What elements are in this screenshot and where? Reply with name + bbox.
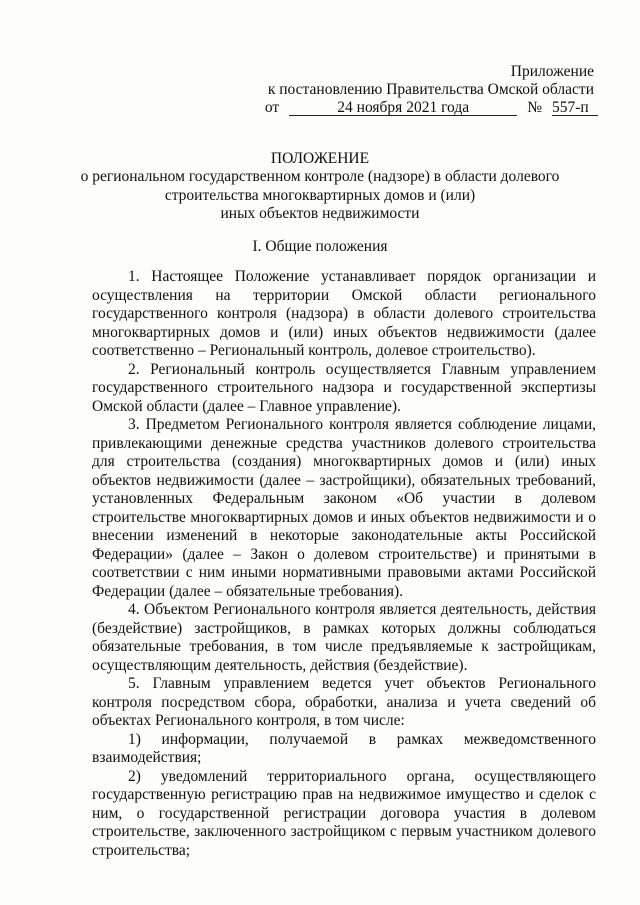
appendix-reference: к постановлению Правительства Омской области: [267, 81, 594, 98]
title-line-4: иных объектов недвижимости: [220, 204, 420, 222]
appendix-date-number: [265, 99, 598, 117]
document-body: [92, 268, 596, 860]
number-label: №: [527, 99, 542, 116]
paragraph-5: 5. Главным управлением ведется учет объектов Регионального контроля посредством сбора, обработки, анализа и учета сведений об объектах Регионального контроля, в том числе:: [92, 675, 596, 729]
title-line-2: о региональном государственном контроле (надзоре) в области долевого: [80, 168, 560, 186]
from-label: от: [264, 99, 280, 116]
decree-date: 24 ноября 2021 года: [289, 100, 517, 116]
list-item-2: 2) уведомлений территориального органа, осуществляющего государственную регистрацию прав на недвижимое имущество и сделок с ним, о государственной регистрации договора участия в долевом строительстве, заключенного застройщиком с первым участником долевого строительства;: [92, 767, 596, 859]
appendix-label: Приложение: [510, 63, 594, 80]
list-item-1: 1) информации, получаемой в рамках межведомственного взаимодействия;: [92, 730, 596, 766]
document-title: [0, 150, 640, 223]
paragraph-4: 4. Объектом Регионального контроля является деятельность, действия (бездействие) застройщиков, в рамках которых должны соблюдаться обязательные требования, в том числе предъявляемые к застройщикам, осуществляющим деятельность, действия (бездействие).: [92, 601, 596, 674]
decree-number: 557-п: [552, 100, 598, 116]
paragraph-2: 2. Региональный контроль осуществляется Главным управлением государственного строительного надзора и государственной экспертизы Омской области (далее – Главное управление).: [92, 360, 596, 415]
paragraph-3: 3. Предметом Регионального контроля является соблюдение лицами, привлекающими денежные средства участников долевого строительства для строительства (создания) многоквартирных домов и (или) иных объектов недвижимости (далее – застройщики), обязательных требований, установленных Федеральным законом «Об участии в долевом строительстве многоквартирных домов и иных объектов недвижимости и о внесении изменений в некоторые законодательные акты Российской Федерации» (далее – Закон о долевом строительстве) и принятыми в соответствии с ним иными нормативными правовыми актами Российской Федерации (далее – обязательные требования).: [92, 416, 596, 600]
section-heading: I. Общие положения: [252, 238, 388, 255]
title-line-3: строительства многоквартирных домов и (или): [164, 186, 476, 204]
title-line-1: ПОЛОЖЕНИЕ: [270, 150, 370, 167]
paragraph-1: 1. Настоящее Положение устанавливает порядок организации и осуществления на территории Омской области регионального государственного контроля (надзора) в области долевого строительства многоквартирных домов и (или) иных объектов недвижимости (далее соответственно – Региональный контроль, долевое строительство).: [92, 268, 596, 359]
